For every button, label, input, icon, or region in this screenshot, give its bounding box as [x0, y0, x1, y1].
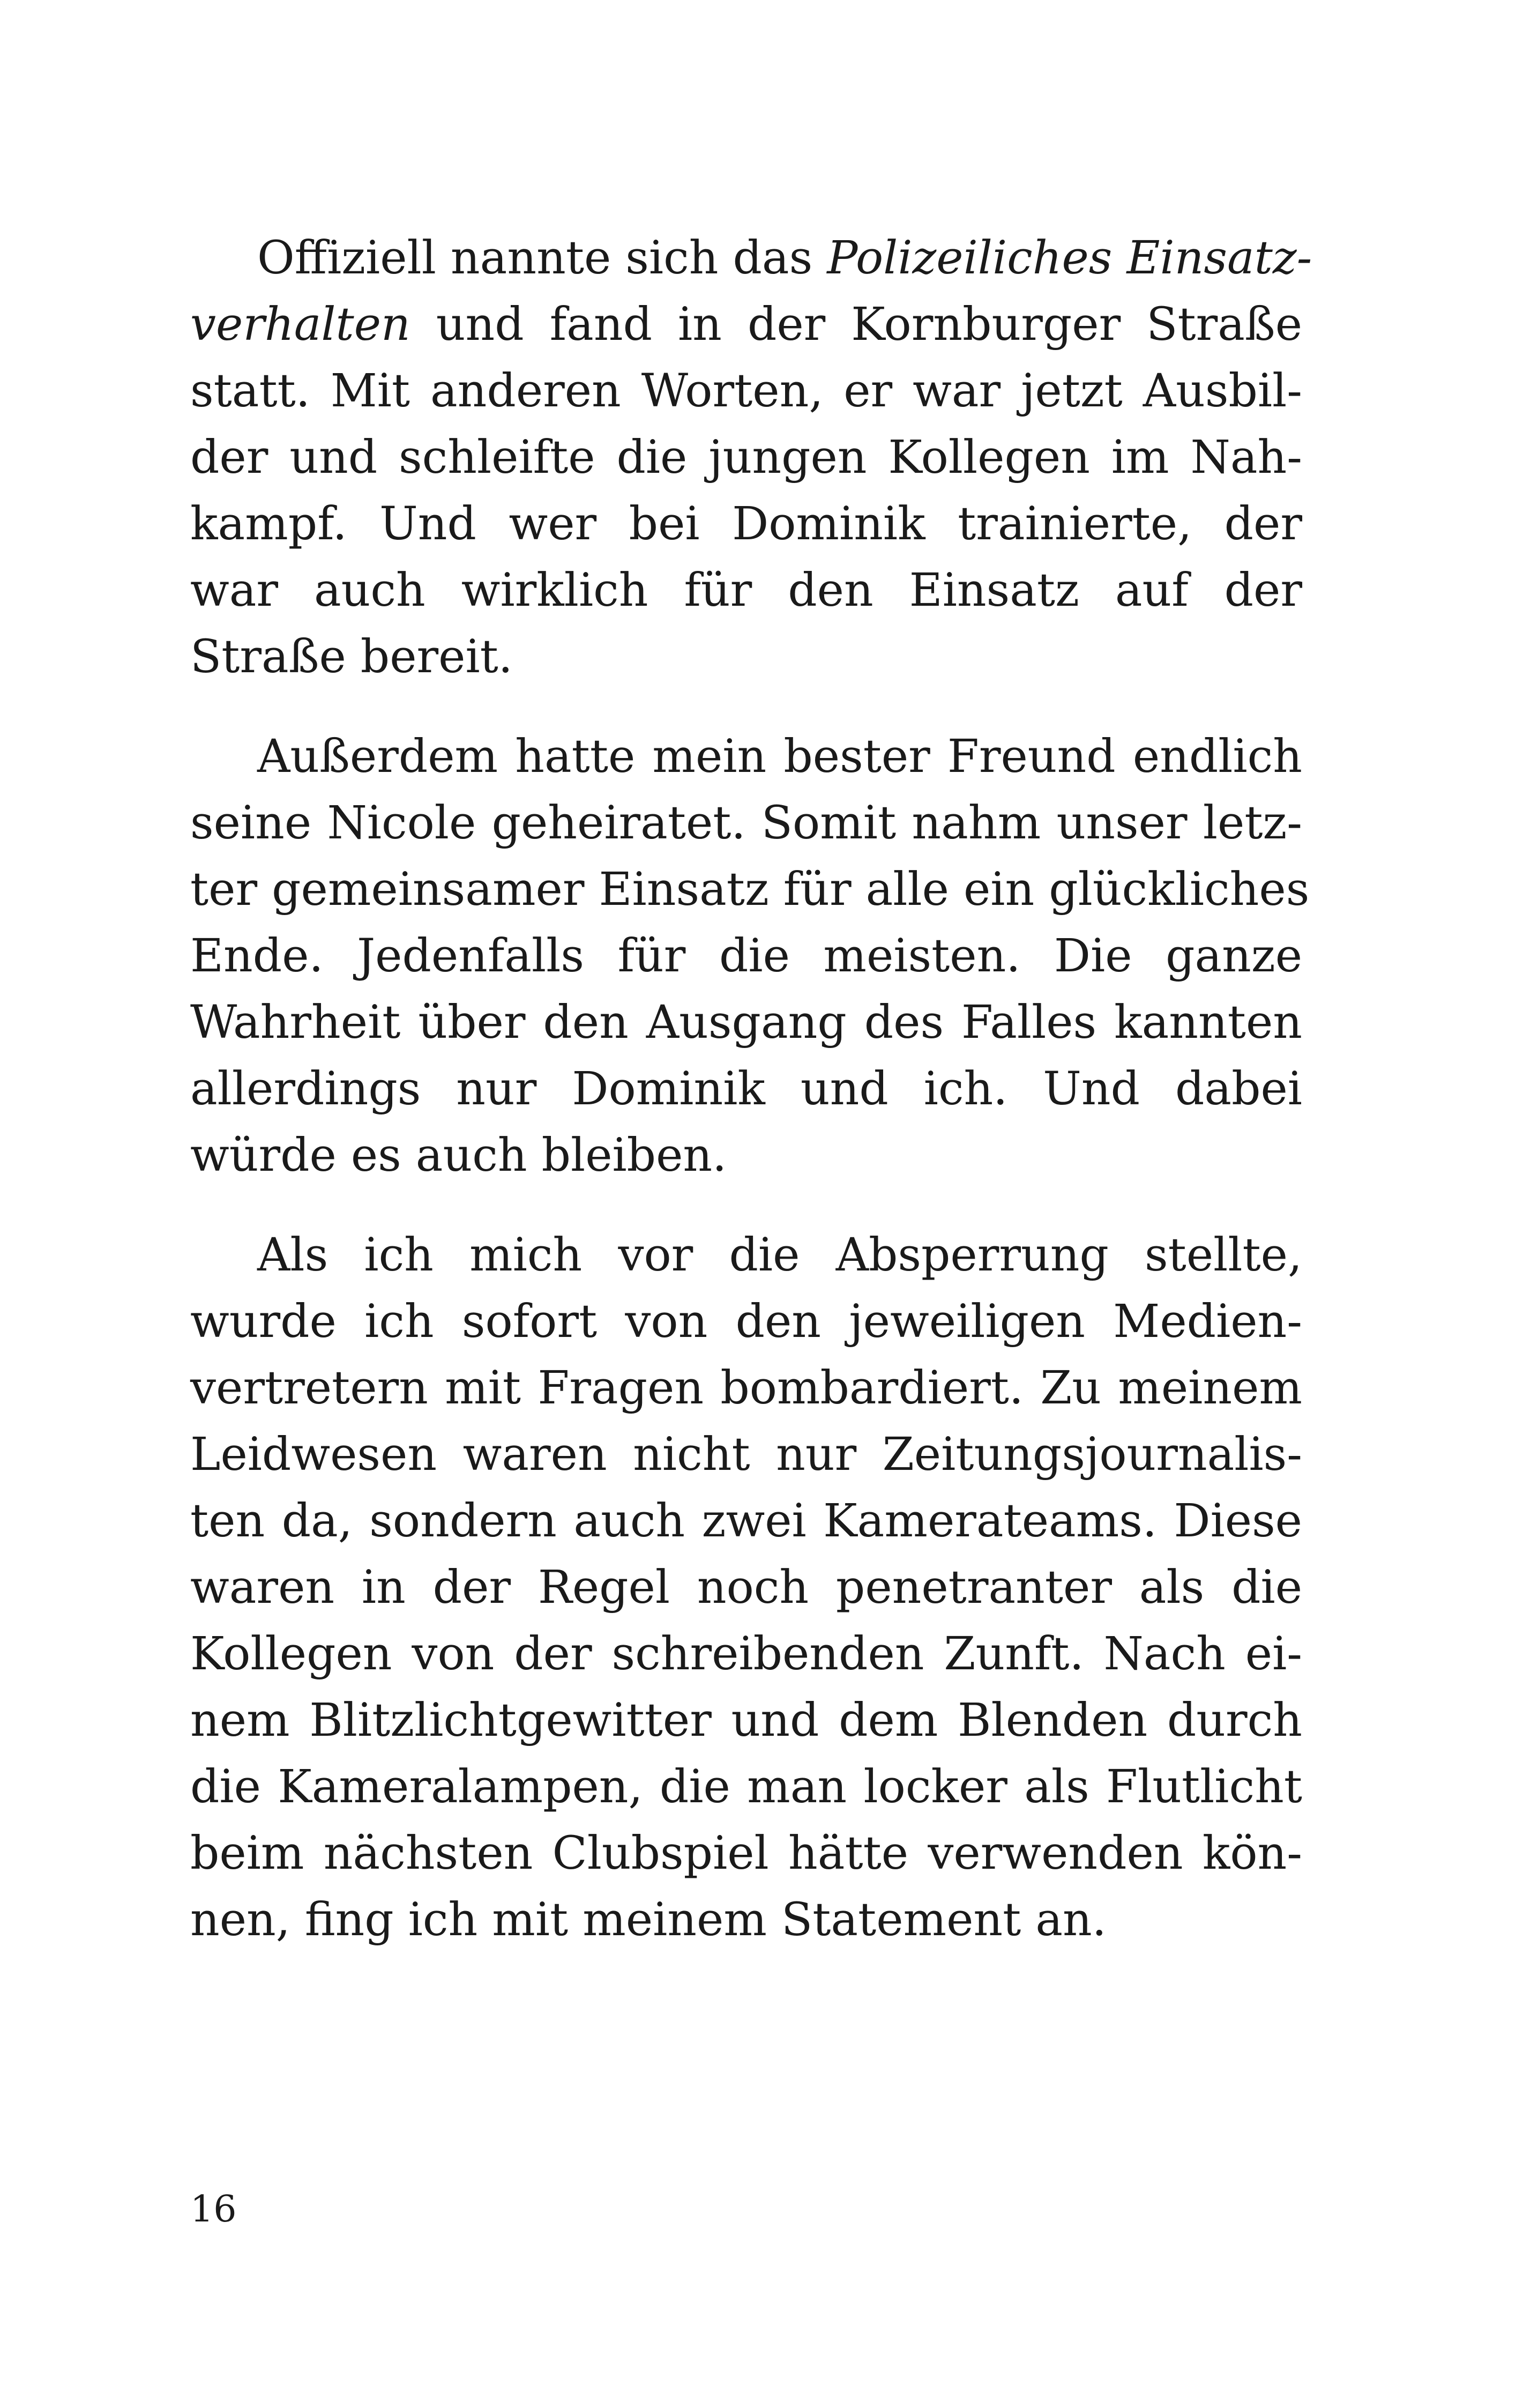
- text-line: [190, 1056, 1302, 1123]
- text-run: vertretern mit Fragen bombardiert. Zu meinem: [190, 1362, 1302, 1415]
- italic-text-run: verhalten: [190, 298, 410, 351]
- text-run: Ende. Jedenfalls für die meisten. Die ganze: [190, 930, 1302, 983]
- text-run: Wahrheit über den Ausgang des Falles kannten: [190, 996, 1302, 1049]
- text-run: allerdings nur Dominik und ich. Und dabei: [190, 1062, 1302, 1116]
- text-line: [190, 558, 1302, 624]
- text-line: [190, 292, 1302, 358]
- text-line: [190, 1820, 1302, 1887]
- text-run: ter gemeinsamer Einsatz für alle ein glückliches: [190, 863, 1310, 916]
- text-run: seine Nicole geheiratet. Somit nahm unser letz-: [190, 797, 1302, 850]
- text-line: [190, 724, 1302, 790]
- text-line: [190, 225, 1312, 292]
- text-run: würde es auch bleiben.: [190, 1129, 727, 1182]
- text-run: statt. Mit anderen Worten, er war jetzt Ausbil-: [190, 365, 1302, 418]
- text-run: Kollegen von der schreibenden Zunft. Nach ei-: [190, 1627, 1302, 1681]
- text-run: wurde ich sofort von den jeweiligen Medien-: [190, 1295, 1302, 1348]
- text-line: [190, 1355, 1302, 1422]
- text-run: ten da, sondern auch zwei Kamerateams. Diese: [190, 1495, 1302, 1548]
- text-run: nen, fing ich mit meinem Statement an.: [190, 1893, 1107, 1946]
- text-line: [190, 624, 1302, 690]
- text-run: Leidwesen waren nicht nur Zeitungsjournalis-: [190, 1428, 1302, 1481]
- text-line: [190, 790, 1302, 857]
- text-line: [190, 923, 1302, 990]
- text-run: Außerdem hatte mein bester Freund endlich: [257, 730, 1302, 783]
- text-line: [190, 491, 1302, 558]
- text-line: [190, 1555, 1302, 1621]
- text-line: [190, 857, 1310, 923]
- text-run: war auch wirklich für den Einsatz auf der: [190, 564, 1302, 617]
- text-run: Offiziell nannte sich das: [257, 232, 827, 285]
- text-line: [190, 1488, 1302, 1555]
- italic-text-run: Polizeiliches Einsatz-: [827, 232, 1312, 285]
- page-number: 16: [190, 2188, 237, 2231]
- text-line: [190, 1123, 1302, 1189]
- text-line: [190, 1688, 1302, 1754]
- text-line: [190, 425, 1302, 491]
- text-run: die Kameralampen, die man locker als Flutlicht: [190, 1760, 1302, 1814]
- text-line: [190, 1422, 1302, 1488]
- body-text: [190, 225, 1312, 1987]
- text-line: [190, 1222, 1302, 1289]
- text-run: beim nächsten Clubspiel hätte verwenden kön-: [190, 1827, 1302, 1880]
- paragraph: [190, 724, 1310, 1189]
- text-run: Straße bereit.: [190, 630, 513, 683]
- text-run: und fand in der Kornburger Straße: [410, 298, 1302, 351]
- text-run: kampf. Und wer bei Dominik trainierte, der: [190, 497, 1302, 551]
- text-line: [190, 358, 1302, 425]
- text-line: [190, 1621, 1302, 1688]
- text-run: Als ich mich vor die Absperrung stellte,: [257, 1229, 1302, 1282]
- text-line: [190, 1289, 1302, 1355]
- text-line: [190, 1887, 1302, 1953]
- text-run: nem Blitzlichtgewitter und dem Blenden durch: [190, 1694, 1302, 1747]
- paragraph: [190, 1222, 1302, 1953]
- paragraph: [190, 225, 1312, 690]
- text-run: der und schleifte die jungen Kollegen im Nah-: [190, 431, 1302, 484]
- text-line: [190, 1754, 1302, 1820]
- text-line: [190, 990, 1302, 1056]
- text-run: waren in der Regel noch penetranter als die: [190, 1561, 1302, 1614]
